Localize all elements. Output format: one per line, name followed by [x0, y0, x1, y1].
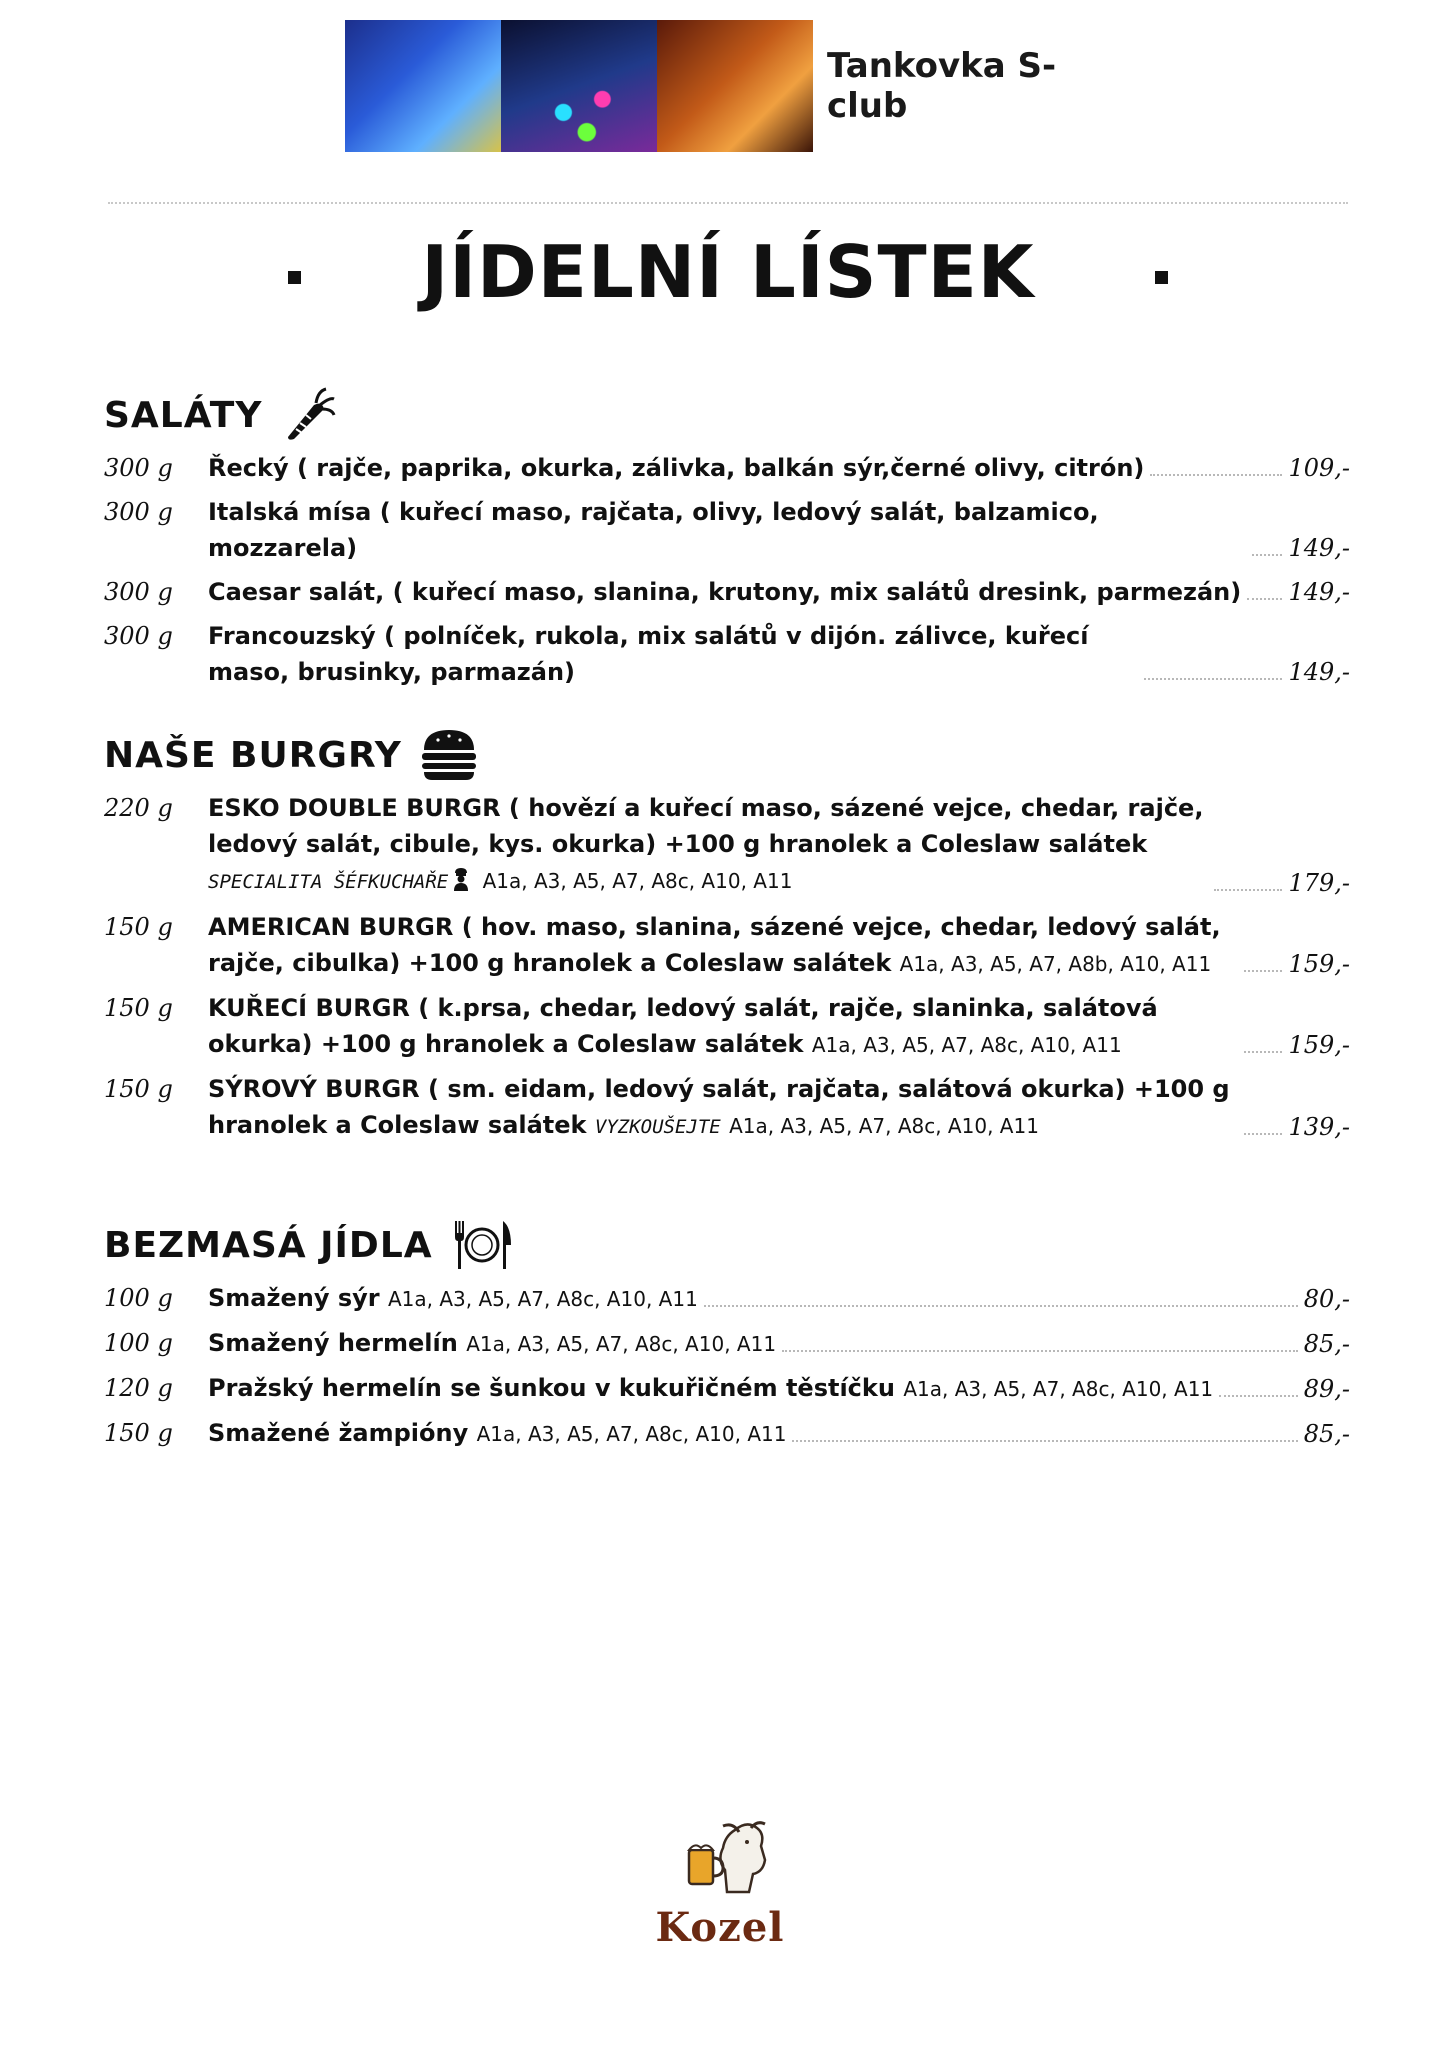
item-text: ESKO DOUBLE BURGR ( hovězí a kuřecí maso, sázené vejce, chedar, rajče, ledový salát, cibule, kys. okurka) +100 g hranolek a Coleslaw salátek — [208, 794, 1204, 858]
leader-dots — [704, 1305, 1298, 1307]
section-burgers — [104, 720, 1350, 1153]
item-weight: 300 g — [104, 622, 173, 650]
item-price: 85,- — [1303, 1420, 1350, 1448]
photo-bar — [657, 20, 813, 152]
menu-item — [104, 790, 1350, 901]
item-text: KUŘECÍ BURGR ( k.prsa, chedar, ledový salát, rajče, slaninka, salátová okurka) +100 g hranolek a Coleslaw salátek — [208, 994, 1158, 1058]
menu-title-text: JÍDELNÍ LÍSTEK — [421, 230, 1035, 314]
menu-item — [104, 618, 1350, 690]
item-allergens: A1a, A3, A5, A7, A8c, A10, A11 — [903, 1377, 1214, 1401]
kozel-wordmark: Kozel — [655, 1904, 785, 1951]
item-price: 149,- — [1288, 658, 1350, 686]
leader-dots — [1214, 889, 1282, 891]
item-weight: 150 g — [104, 1419, 173, 1447]
photo-dancefloor — [501, 20, 657, 152]
item-price: 149,- — [1288, 578, 1350, 606]
item-allergens: A1a, A3, A5, A7, A8c, A10, A11 — [466, 1332, 777, 1356]
burger-icon — [420, 728, 478, 782]
leader-dots — [1252, 554, 1282, 556]
kozel-logo — [640, 1820, 800, 1951]
item-text: Smažený hermelín — [208, 1329, 458, 1357]
leader-dots — [782, 1350, 1298, 1352]
item-allergens: A1a, A3, A5, A7, A8c, A10, A11 — [387, 1287, 698, 1311]
leader-dots — [1244, 1051, 1282, 1053]
leader-dots — [1244, 1133, 1282, 1135]
cutlery-plate-icon — [451, 1219, 513, 1271]
item-text: SÝROVÝ BURGR ( sm. eidam, ledový salát, rajčata, salátová okurka) +100 g hranolek a Coleslaw salátek — [208, 1075, 1230, 1139]
item-weight: 150 g — [104, 994, 173, 1022]
section-title-text: NAŠE BURGRY — [104, 734, 402, 776]
item-weight: 150 g — [104, 913, 173, 941]
item-text: Řecký ( rajče, paprika, okurka, zálivka, balkán sýr,černé olivy, citrón) — [208, 454, 1145, 482]
item-price: 149,- — [1288, 534, 1350, 562]
menu-item — [104, 990, 1350, 1063]
item-text: Italská mísa ( kuřecí maso, rajčata, olivy, ledový salát, balzamico, mozzarela) — [208, 498, 1099, 562]
club-photo-banner — [345, 20, 813, 152]
title-bullet-right — [1155, 271, 1168, 284]
menu-item — [104, 1415, 1350, 1452]
goat-with-beer-icon — [665, 1820, 775, 1900]
menu-item — [104, 1370, 1350, 1407]
section-title — [104, 380, 1350, 450]
item-allergens: A1a, A3, A5, A7, A8c, A10, A11 — [729, 1114, 1039, 1138]
item-price: 179,- — [1288, 869, 1350, 897]
item-weight: 220 g — [104, 794, 173, 822]
item-price: 85,- — [1303, 1330, 1350, 1358]
item-allergens: A1a, A3, A5, A7, A8c, A10, A11 — [482, 869, 793, 893]
item-tag: VYZKOUŠEJTE — [594, 1116, 721, 1138]
brand-name: Tankovka S-club — [826, 46, 1057, 126]
item-text: Smažený sýr — [208, 1284, 380, 1312]
menu-title — [108, 230, 1348, 314]
menu-item — [104, 574, 1350, 610]
photo-bowling — [345, 20, 501, 152]
section-salads — [104, 380, 1350, 698]
leader-dots — [792, 1440, 1297, 1442]
menu-item — [104, 909, 1350, 982]
leader-dots — [1150, 474, 1282, 476]
item-weight: 100 g — [104, 1329, 173, 1357]
section-title — [104, 720, 1350, 790]
leader-dots — [1244, 970, 1282, 972]
section-title-text: BEZMASÁ JÍDLA — [104, 1224, 433, 1266]
item-text: Pražský hermelín se šunkou v kukuřičném těstíčku — [208, 1374, 895, 1402]
section-title-text: SALÁTY — [104, 394, 263, 436]
menu-item — [104, 1325, 1350, 1362]
item-allergens: A1a, A3, A5, A7, A8b, A10, A11 — [899, 952, 1212, 976]
item-weight: 120 g — [104, 1374, 173, 1402]
item-weight: 300 g — [104, 498, 173, 526]
item-price: 159,- — [1288, 1031, 1350, 1059]
menu-item — [104, 494, 1350, 566]
menu-item — [104, 1280, 1350, 1317]
section-vegetarian — [104, 1210, 1350, 1460]
menu-item — [104, 1071, 1350, 1145]
divider — [108, 202, 1348, 204]
item-text: Smažené žampióny — [208, 1419, 469, 1447]
header — [345, 20, 1125, 152]
title-bullet-left — [288, 271, 301, 284]
item-text: AMERICAN BURGR ( hov. maso, slanina, sázené vejce, chedar, ledový salát, rajče, cibulka) +100 g hranolek a Coleslaw salátek — [208, 913, 1221, 977]
carrot-icon — [280, 387, 336, 443]
item-weight: 300 g — [104, 578, 173, 606]
item-price: 159,- — [1288, 950, 1350, 978]
item-tag: SPECIALITA ŠÉFKUCHAŘE — [208, 871, 449, 893]
item-price: 109,- — [1288, 454, 1350, 482]
item-weight: 100 g — [104, 1284, 173, 1312]
item-price: 80,- — [1303, 1285, 1350, 1313]
section-title — [104, 1210, 1350, 1280]
item-weight: 150 g — [104, 1075, 173, 1103]
item-price: 139,- — [1288, 1113, 1350, 1141]
chef-icon — [452, 865, 470, 901]
item-price: 89,- — [1303, 1375, 1350, 1403]
item-weight: 300 g — [104, 454, 173, 482]
item-allergens: A1a, A3, A5, A7, A8c, A10, A11 — [476, 1422, 787, 1446]
leader-dots — [1219, 1395, 1298, 1397]
leader-dots — [1247, 598, 1282, 600]
item-allergens: A1a, A3, A5, A7, A8c, A10, A11 — [811, 1033, 1122, 1057]
leader-dots — [1144, 678, 1282, 680]
item-text: Caesar salát, ( kuřecí maso, slanina, krutony, mix salátů dresink, parmezán) — [208, 578, 1242, 606]
item-text: Francouzský ( polníček, rukola, mix salátů v dijón. zálivce, kuřecí maso, brusinky, parmazán) — [208, 622, 1089, 686]
menu-item — [104, 450, 1350, 486]
